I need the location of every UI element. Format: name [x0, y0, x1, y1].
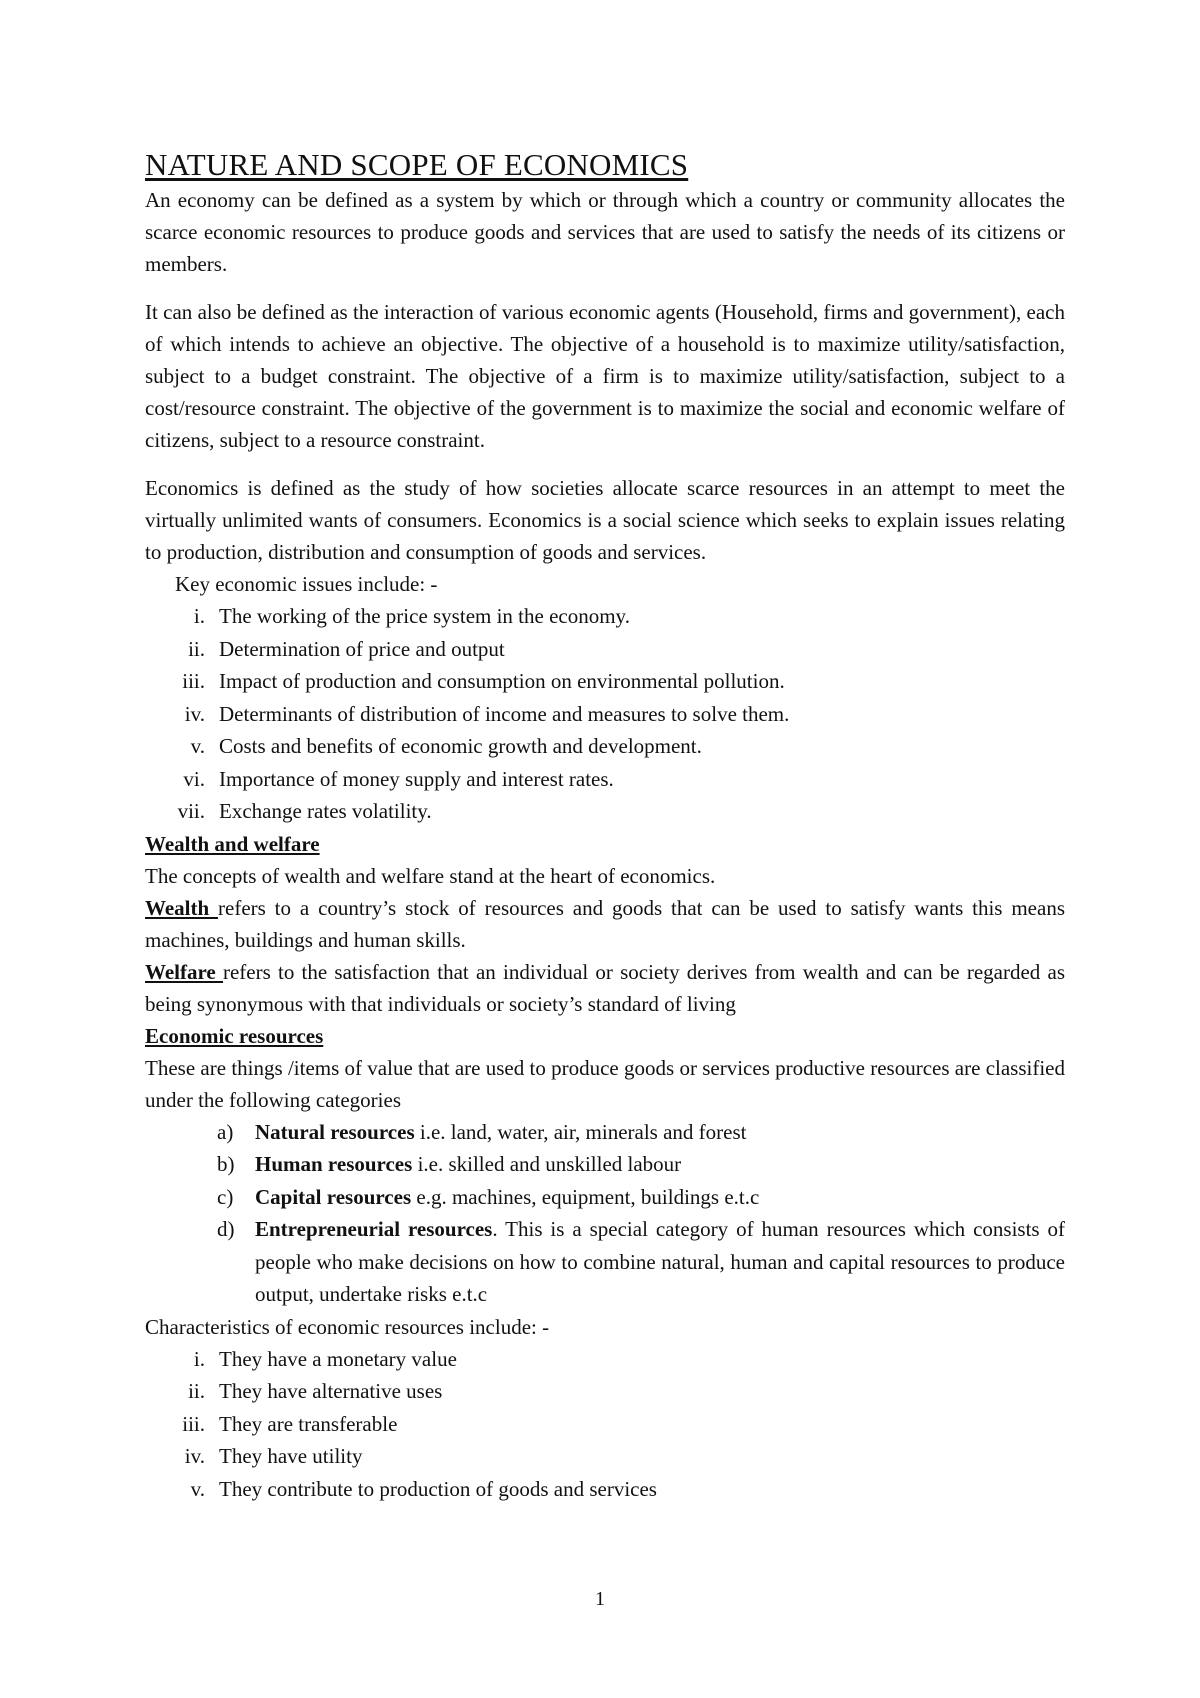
list-number: c)	[217, 1184, 234, 1209]
list-item	[145, 1375, 1065, 1408]
wealth-term: Wealth	[145, 895, 219, 920]
list-item	[145, 795, 1065, 828]
list-number: iv.	[184, 701, 205, 726]
list-item	[145, 698, 1065, 731]
list-number: a)	[217, 1119, 234, 1144]
list-item	[145, 1213, 1065, 1311]
page-title: NATURE AND SCOPE OF ECONOMICS	[145, 147, 689, 182]
list-item	[145, 665, 1065, 698]
page-content	[145, 146, 1065, 1505]
list-number: ii.	[188, 1379, 205, 1403]
list-term: Human resources	[255, 1152, 413, 1176]
list-term: Entrepreneurial resources	[255, 1217, 493, 1241]
list-text: They contribute to production of goods and services	[219, 1476, 657, 1501]
economic-resources-intro: These are things /items of value that are used to produce goods or services productive resources are classified under the following categories	[145, 1055, 1065, 1112]
list-number: vi.	[183, 766, 205, 791]
resource-categories-list	[145, 1116, 1065, 1311]
list-number: i.	[193, 1346, 205, 1371]
heading-economic-resources: Economic resources	[145, 1023, 324, 1048]
list-number: i.	[193, 604, 205, 628]
list-text: Determinants of distribution of income and measures to solve them.	[219, 701, 790, 726]
list-text: They have utility	[219, 1444, 363, 1468]
wealth-definition-text: refers to a country’s stock of resources and goods that can be used to satisfy wants this means machines, buildings and human skills.	[145, 895, 1065, 952]
list-item	[145, 600, 1065, 633]
welfare-definition	[145, 956, 1065, 1020]
list-number: iii.	[182, 669, 205, 693]
welfare-term: Welfare	[145, 959, 223, 984]
paragraph-economic-agents: It can also be defined as the interaction of various economic agents (Household, firms and government), each of which intends to achieve an objective. The objective of a household is to maximize utility/satisfaction, subject to a budget constraint. The objective of a firm is to maximize utility/satisfaction, subject to a cost/resource constraint. The objective of the government is to maximize the social and economic welfare of citizens, subject to a resource constraint.	[145, 300, 1065, 452]
list-text: Importance of money supply and interest rates.	[219, 766, 614, 791]
list-item	[145, 1181, 1065, 1214]
list-number: v.	[190, 734, 205, 758]
list-number: v.	[190, 1476, 205, 1501]
list-text: Exchange rates volatility.	[219, 799, 432, 823]
list-number: b)	[217, 1152, 235, 1176]
list-item	[145, 1343, 1065, 1376]
list-term: Natural resources	[255, 1119, 415, 1144]
paragraph-economy-definition: An economy can be defined as a system by which or through which a country or community allocates the scarce economic resources to produce goods and services that are used to satisfy the needs of its citizens or members.	[145, 188, 1065, 276]
list-item	[145, 1116, 1065, 1149]
list-number: iii.	[182, 1411, 205, 1436]
list-text: . This is a special category of human resources which consists of people who make decisions on how to combine natural, human and capital resources to produce output, undertake risks e.t.c	[255, 1217, 1066, 1306]
welfare-definition-text: refers to the satisfaction that an individual or society derives from wealth and can be regarded as being synonymous with that individuals or society’s standard of living	[145, 959, 1065, 1016]
key-issues-list	[145, 600, 1065, 828]
list-text: They are transferable	[219, 1411, 398, 1436]
list-text: They have alternative uses	[219, 1379, 443, 1403]
heading-wealth-welfare: Wealth and welfare	[145, 831, 320, 856]
list-text: The working of the price system in the economy.	[219, 604, 630, 628]
list-text: i.e. skilled and unskilled labour	[412, 1152, 682, 1176]
list-text: Determination of price and output	[219, 636, 505, 661]
list-number: iv.	[184, 1444, 205, 1468]
list-item	[145, 730, 1065, 763]
list-item	[145, 1440, 1065, 1473]
list-number: vii.	[177, 799, 205, 823]
characteristics-list	[145, 1343, 1065, 1506]
list-text: Costs and benefits of economic growth and development.	[219, 734, 702, 758]
list-number: ii.	[188, 636, 205, 661]
list-item	[145, 1148, 1065, 1181]
list-text: e.g. machines, equipment, buildings e.t.c	[411, 1184, 760, 1209]
list-number: d)	[217, 1217, 235, 1241]
wealth-definition	[145, 892, 1065, 956]
list-text: i.e. land, water, air, minerals and forest	[414, 1119, 747, 1144]
wealth-welfare-intro: The concepts of wealth and welfare stand at the heart of economics.	[145, 863, 716, 888]
list-item	[145, 1408, 1065, 1441]
key-issues-intro: Key economic issues include: -	[175, 572, 438, 596]
list-item	[145, 633, 1065, 666]
list-term: Capital resources	[255, 1184, 412, 1209]
page-number: 1	[595, 1588, 605, 1610]
list-item	[145, 1473, 1065, 1506]
list-item	[145, 763, 1065, 796]
paragraph-economics-definition: Economics is defined as the study of how societies allocate scarce resources in an attempt to meet the virtually unlimited wants of consumers. Economics is a social science which seeks to explain issues relating to production, distribution and consumption of goods and services.	[145, 476, 1065, 564]
list-text: Impact of production and consumption on environmental pollution.	[219, 669, 785, 693]
list-text: They have a monetary value	[219, 1346, 457, 1371]
characteristics-intro: Characteristics of economic resources include: -	[145, 1314, 550, 1339]
